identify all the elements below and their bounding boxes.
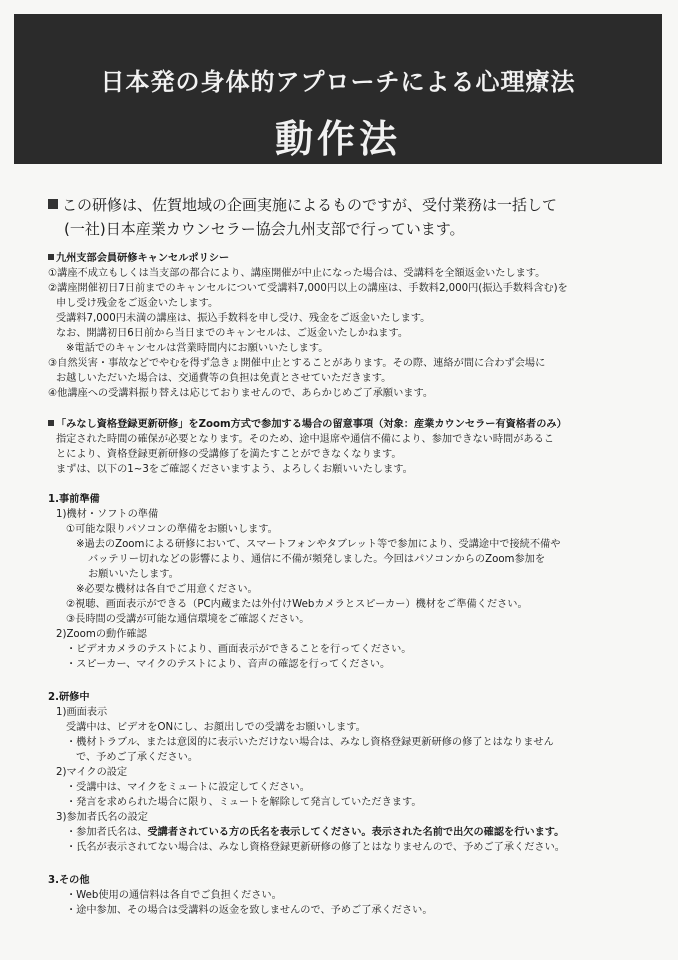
intro-line-2: (一社)日本産業カウンセラー協会九州支部で行っています。 — [64, 220, 465, 238]
cancel-line: なお、開講初日6日前から当日までのキャンセルは、ご返金いたしかねます。 — [56, 328, 409, 339]
cancel-line: 受講料7,000円未満の講座は、振込手数料を申し受け、残金をご返金いたします。 — [56, 313, 431, 324]
cancel-policy-section — [48, 251, 648, 401]
section-heading: 1.事前準備 — [48, 494, 100, 505]
zoom-line: まずは、以下の1~3をご確認くださいますよう、よろしくお願いいたします。 — [56, 464, 413, 475]
list-item: ・受講中は、マイクをミュートに設定してください。 — [66, 782, 310, 793]
list-item: ③長時間の受講が可能な通信環境をご確認ください。 — [66, 614, 310, 625]
list-item: ①可能な限りパソコンの準備をお願いします。 — [66, 524, 278, 535]
header-banner — [14, 14, 662, 164]
list-item — [48, 825, 648, 840]
zoom-line: とにより、資格登録更新研修の受講修了を満たすことができなくなります。 — [56, 449, 402, 460]
cancel-line: ①講座不成立もしくは当支部の都合により、講座開催が中止になった場合は、受講料を全額返金いたします。 — [48, 268, 546, 279]
intro-line-1: この研修は、佐賀地域の企画実施によるものですが、受付業務は一括して — [62, 196, 558, 214]
banner-title: 動作法 — [274, 116, 401, 161]
section-other — [48, 873, 648, 918]
list-item: ・途中参加、その場合は受講料の返金を致しませんので、予めご了承ください。 — [66, 905, 433, 916]
list-item: ・ビデオカメラのテストにより、画面表示ができることを行ってください。 — [66, 644, 412, 655]
zoom-heading: 「みなし資格登録更新研修」をZoom方式で参加する場合の留意事項（対象：産業カウンセラー有資格者のみ） — [56, 419, 567, 430]
list-item: 1)画面表示 — [56, 707, 108, 718]
square-bullet-icon — [48, 420, 54, 426]
cancel-line: ④他講座への受講料振り替えは応じておりませんので、あらかじめご了承願います。 — [48, 388, 434, 399]
list-item: バッテリー切れなどの影響により、通信に不備が頻発しました。今回はパソコンからのZoom参加を — [88, 554, 546, 565]
square-bullet-icon — [48, 254, 54, 260]
cancel-line: ※電話でのキャンセルは営業時間内にお願いいたします。 — [66, 343, 329, 354]
list-item: お願いいたします。 — [88, 569, 179, 580]
section-heading: 2.研修中 — [48, 692, 90, 703]
list-item: ※必要な機材は各自でご用意ください。 — [76, 584, 258, 595]
cancel-line: 申し受け残金をご返金いたします。 — [56, 298, 219, 309]
cancel-line: ②講座開催初日7日前までのキャンセルについて受講料7,000円以上の講座は、手数料2,000円(振込手数料含む)を — [48, 283, 568, 294]
list-item: 1)機材・ソフトの準備 — [56, 509, 159, 520]
list-item: ②視聴、画面表示ができる（PC内蔵または外付けWebカメラとスピーカー）機材をご準備ください。 — [66, 599, 528, 610]
zoom-notes-section — [48, 417, 648, 477]
banner-subtitle: 日本発の身体的アプローチによる心理療法 — [100, 67, 576, 96]
list-item: ・発言を求められた場合に限り、ミュートを解除して発言していただきます。 — [66, 797, 422, 808]
cancel-heading: 九州支部会員研修キャンセルポリシー — [56, 253, 230, 264]
section-heading: 3.その他 — [48, 875, 90, 886]
list-item: ・Web使用の通信料は各自でご負担ください。 — [66, 890, 282, 901]
cancel-line: ③自然災害・事故などでやむを得ず急きょ開催中止とすることがあります。その際、連絡が間に合わず会場に — [48, 358, 546, 369]
list-item-emphasis: 受講者されている方の氏名を表示してください。表示された名前で出欠の確認を行います。 — [147, 827, 565, 838]
section-preparation — [48, 492, 648, 672]
section-during-training — [48, 690, 648, 855]
list-item: で、予めご了承ください。 — [76, 752, 199, 763]
list-item: 受講中は、ビデオをONにし、お顔出しでの受講をお願いします。 — [66, 722, 366, 733]
zoom-line: 指定された時間の確保が必要となります。そのため、途中退席や通信不備により、参加できない時間があるこ — [56, 434, 554, 445]
list-item: ・スピーカー、マイクのテストにより、音声の確認を行ってください。 — [66, 659, 391, 670]
square-bullet-icon — [48, 199, 58, 209]
list-item-text: ・参加者氏名は、 — [66, 827, 148, 838]
cancel-line: お越しいただいた場合は、交通費等の負担は免責とさせていただきます。 — [56, 373, 392, 384]
intro-text — [48, 193, 648, 241]
list-item: 2)Zoomの動作確認 — [56, 629, 147, 640]
list-item: 3)参加者氏名の設定 — [56, 812, 148, 823]
list-item: ※過去のZoomによる研修において、スマートフォンやタブレット等で参加により、受講途中で接続不備や — [76, 539, 561, 550]
list-item: ・機材トラブル、または意図的に表示いただけない場合は、みなし資格登録更新研修の修了とはなりません — [66, 737, 554, 748]
list-item: ・氏名が表示されてない場合は、みなし資格登録更新研修の修了とはなりませんので、予めご了承ください。 — [66, 842, 565, 853]
list-item: 2)マイクの設定 — [56, 767, 128, 778]
